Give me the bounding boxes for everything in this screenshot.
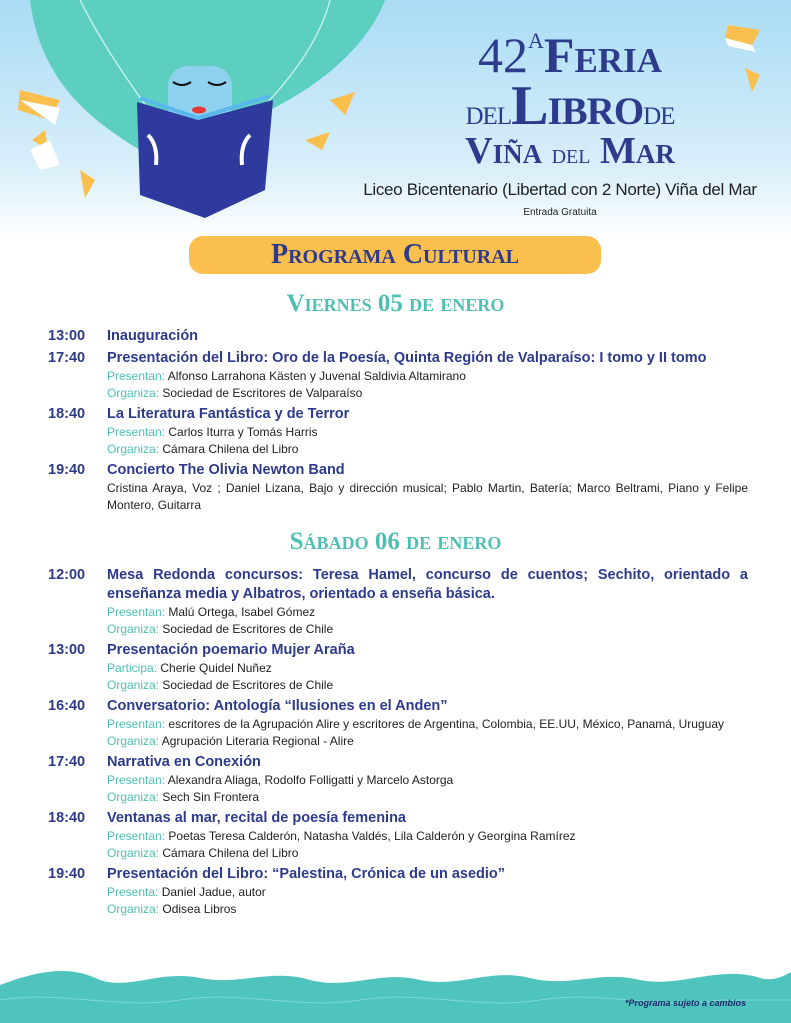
event-item xyxy=(48,566,748,638)
detail-label: Presenta: xyxy=(107,885,159,899)
event-item xyxy=(48,327,748,346)
event-body xyxy=(107,405,748,458)
footer-note: *Programa sujeto a cambios xyxy=(624,998,746,1008)
detail-label: Organiza: xyxy=(107,442,160,456)
detail-text: escritores de la Agrupación Alire y escritores de Argentina, Colombia, EE.UU, México, Panamá, Uruguay xyxy=(168,717,724,731)
event-item xyxy=(48,753,748,806)
event-detail xyxy=(107,368,748,385)
event-time: 18:40 xyxy=(48,810,86,826)
detail-text: Cristina Araya, Voz ; Daniel Lizana, Bajo y dirección musical; Pablo Martin, Batería; Marco Beltrami, Piano y Felipe Montero, Guitarra xyxy=(107,481,748,512)
fair-title xyxy=(420,27,720,172)
saturday-event-list xyxy=(48,566,748,921)
event-body xyxy=(107,349,748,402)
event-detail xyxy=(107,604,748,621)
detail-text: Alfonso Larrahona Kästen y Juvenal Saldivia Altamirano xyxy=(167,369,466,383)
event-detail xyxy=(107,385,748,402)
event-item xyxy=(48,641,748,694)
event-detail xyxy=(107,772,748,789)
detail-label: Organiza: xyxy=(107,734,160,748)
event-body xyxy=(107,865,748,918)
event-detail xyxy=(107,480,748,514)
event-title: Mesa Redonda concursos: Teresa Hamel, concurso de cuentos; Sechito, orientado a enseñanza media y Albatros, orientado a enseña básica. xyxy=(107,567,748,602)
event-time: 19:40 xyxy=(48,462,86,478)
event-title: Presentación del Libro: Oro de la Poesía, Quinta Región de Valparaíso: I tomo y II tomo xyxy=(107,350,707,366)
title-mar: Mar xyxy=(599,130,675,172)
detail-text: Daniel Jadue, autor xyxy=(161,885,266,899)
detail-label: Organiza: xyxy=(107,678,160,692)
event-title: Presentación del Libro: “Palestina, Crónica de un asedio” xyxy=(107,866,506,882)
title-libro: Libro xyxy=(511,75,644,137)
detail-label: Presentan: xyxy=(107,829,166,843)
detail-label: Organiza: xyxy=(107,790,160,804)
event-item xyxy=(48,349,748,402)
event-title: Conversatorio: Antología “Ilusiones en el Anden” xyxy=(107,698,448,714)
edition-number: 42 xyxy=(478,27,529,83)
detail-label: Presentan: xyxy=(107,773,166,787)
day-heading-saturday: Sábado 06 de enero xyxy=(289,528,502,555)
friday-event-list xyxy=(48,327,748,517)
event-detail xyxy=(107,716,748,733)
reading-woman-illustration xyxy=(0,0,420,230)
detail-label: Presentan: xyxy=(107,717,166,731)
edition-sup: A xyxy=(528,28,544,53)
event-detail xyxy=(107,789,748,806)
detail-label: Organiza: xyxy=(107,902,160,916)
detail-label: Presentan: xyxy=(107,605,166,619)
event-title: Concierto The Olivia Newton Band xyxy=(107,462,345,478)
event-body xyxy=(107,697,748,750)
event-item xyxy=(48,461,748,514)
detail-text: Cámara Chilena del Libro xyxy=(162,442,299,456)
detail-text: Agrupación Literaria Regional - Alire xyxy=(161,734,354,748)
detail-label: Presentan: xyxy=(107,369,166,383)
detail-text: Carlos Iturra y Tomás Harris xyxy=(168,425,318,439)
day-heading-friday: Viernes 05 de enero xyxy=(286,290,505,317)
detail-label: Organiza: xyxy=(107,622,160,636)
title-feria: Feria xyxy=(543,27,662,83)
detail-label: Organiza: xyxy=(107,386,160,400)
event-time: 13:00 xyxy=(48,328,86,344)
detail-text: Odisea Libros xyxy=(162,902,237,916)
event-body xyxy=(107,327,748,346)
event-item xyxy=(48,405,748,458)
event-title: Presentación poemario Mujer Araña xyxy=(107,642,355,658)
detail-label: Presentan: xyxy=(107,425,166,439)
detail-text: Sociedad de Escritores de Chile xyxy=(162,622,334,636)
event-detail xyxy=(107,901,748,918)
event-body xyxy=(107,461,748,514)
event-time: 18:40 xyxy=(48,406,86,422)
title-vina: Viña xyxy=(465,130,543,172)
event-time: 16:40 xyxy=(48,698,86,714)
event-time: 17:40 xyxy=(48,754,86,770)
event-title: Inauguración xyxy=(107,328,199,344)
event-detail xyxy=(107,424,748,441)
detail-text: Sociedad de Escritores de Chile xyxy=(162,678,334,692)
event-detail xyxy=(107,845,748,862)
event-body xyxy=(107,753,748,806)
event-item xyxy=(48,865,748,918)
detail-label: Participa: xyxy=(107,661,158,675)
venue: Liceo Bicentenario (Libertad con 2 Norte) Viña del Mar xyxy=(363,180,757,199)
event-detail xyxy=(107,884,748,901)
event-time: 19:40 xyxy=(48,866,86,882)
detail-text: Cherie Quidel Nuñez xyxy=(160,661,272,675)
event-body xyxy=(107,641,748,694)
event-body xyxy=(107,809,748,862)
detail-text: Poetas Teresa Calderón, Natasha Valdés, Lila Calderón y Georgina Ramírez xyxy=(168,829,576,843)
wave-footer xyxy=(0,960,791,1023)
event-time: 17:40 xyxy=(48,350,86,366)
flying-pages-right xyxy=(720,20,790,100)
detail-text: Sech Sin Frontera xyxy=(162,790,260,804)
event-detail xyxy=(107,621,748,638)
detail-label: Organiza: xyxy=(107,846,160,860)
program-title: Programa Cultural xyxy=(189,236,601,274)
event-title: La Literatura Fantástica y de Terror xyxy=(107,406,350,422)
event-detail xyxy=(107,441,748,458)
event-time: 13:00 xyxy=(48,642,86,658)
detail-text: Sociedad de Escritores de Valparaíso xyxy=(162,386,363,400)
lips xyxy=(192,107,206,114)
title-del2: del xyxy=(551,139,591,170)
event-item xyxy=(48,809,748,862)
event-detail xyxy=(107,660,748,677)
title-de: de xyxy=(643,92,675,132)
detail-text: Alexandra Aliaga, Rodolfo Folligatti y Marcelo Astorga xyxy=(167,773,454,787)
event-detail xyxy=(107,828,748,845)
event-item xyxy=(48,697,748,750)
event-detail xyxy=(107,733,748,750)
title-del: del xyxy=(465,92,512,132)
entry-info: Entrada Gratuita xyxy=(523,207,597,218)
event-title: Narrativa en Conexión xyxy=(107,754,261,770)
detail-text: Malú Ortega, Isabel Gómez xyxy=(168,605,316,619)
detail-text: Cámara Chilena del Libro xyxy=(162,846,299,860)
event-detail xyxy=(107,677,748,694)
event-body xyxy=(107,566,748,638)
event-title: Ventanas al mar, recital de poesía femenina xyxy=(107,810,406,826)
event-time: 12:00 xyxy=(48,567,86,583)
